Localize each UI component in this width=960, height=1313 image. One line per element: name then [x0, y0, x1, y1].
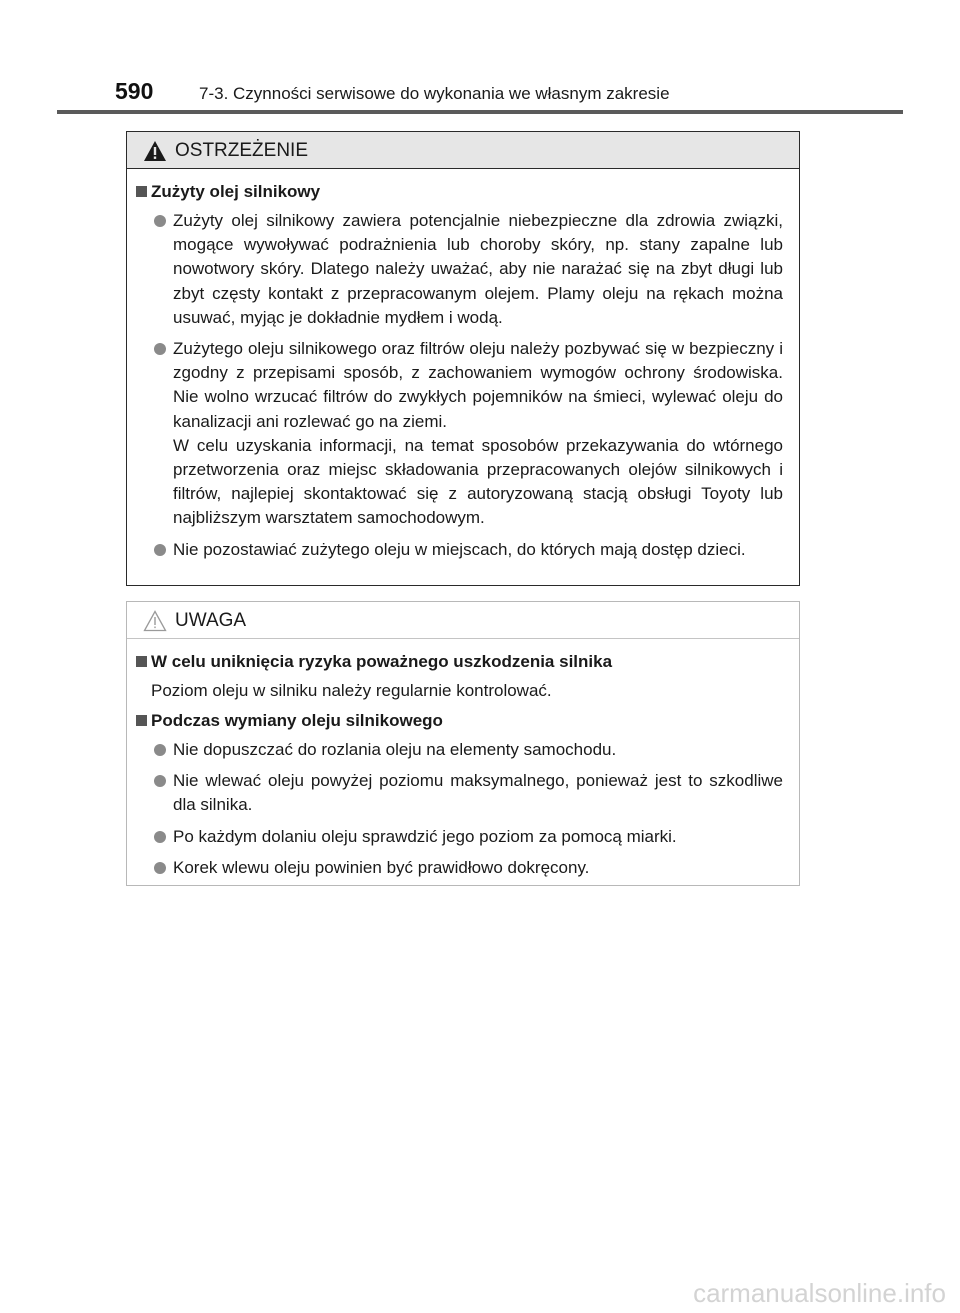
- warning-section-heading: Zużyty olej silnikowy: [135, 180, 783, 204]
- notice-body: [127, 639, 799, 880]
- list-item-text: Korek wlewu oleju powinien być prawidłowo dokręcony.: [173, 857, 590, 877]
- notice-title: UWAGA: [175, 610, 247, 631]
- warning-header: [127, 132, 799, 169]
- list-item-text: Zużyty olej silnikowy zawiera potencjalnie niebezpieczne dla zdrowia związki, mogące wywoływać podrażnienia lub choroby skóry, np. stany zapalne lub nowotwory skóry. Dlatego należy uważać, aby nie narażać się na zbyt długi lub zbyt częsty kontakt z przepracowanym olejem. Plamy oleju na rękach można usuwać, myjąc je dokładnie mydłem i wodą.: [173, 211, 783, 327]
- round-bullet-icon: [154, 775, 166, 787]
- notice-section-heading: Podczas wymiany oleju silnikowego: [135, 709, 783, 733]
- round-bullet-icon: [154, 215, 166, 227]
- square-bullet-icon: [136, 715, 147, 726]
- round-bullet-icon: [154, 544, 166, 556]
- warning-box: [126, 131, 800, 586]
- watermark: carmanualsonline.info: [693, 1278, 946, 1308]
- page-header: [57, 78, 903, 114]
- square-bullet-icon: [136, 656, 147, 667]
- list-item-text: Nie pozostawiać zużytego oleju w miejscach, do których mają dostęp dzieci.: [173, 539, 746, 559]
- list-item-text: W celu uzyskania informacji, na temat sposobów przekazywania do wtórnego przetworzenia oraz miejsc składowania przepracowanych olejów silnikowych i filtrów, najlepiej skontaktować się z autoryzowaną stacją obsługi Toyoty lub najbliższym warsztatem samochodowym.: [173, 435, 783, 528]
- list-item: [135, 337, 783, 531]
- list-item: [135, 825, 783, 849]
- round-bullet-icon: [154, 343, 166, 355]
- notice-box: [126, 601, 800, 886]
- warning-title: OSTRZEŻENIE: [175, 140, 309, 161]
- notice-paragraph: Poziom oleju w silniku należy regularnie kontrolować.: [151, 681, 552, 700]
- warning-triangle-outline-icon: [143, 610, 167, 632]
- list-item-text: Po każdym dolaniu oleju sprawdzić jego poziom za pomocą miarki.: [173, 826, 677, 846]
- square-bullet-icon: [136, 186, 147, 197]
- list-item: [135, 769, 783, 817]
- list-item-text: Zużytego oleju silnikowego oraz filtrów oleju należy pozbywać się w bezpieczny i zgodny z przepisami sposób, z zachowaniem wymogów ochrony środowiska. Nie wolno wrzucać filtrów do zwykłych pojemników na śmieci, wylewać oleju do kanalizacji ani rozlewać go na ziemi.: [173, 339, 783, 431]
- round-bullet-icon: [154, 831, 166, 843]
- list-item-text: Nie wlewać oleju powyżej poziomu maksymalnego, ponieważ jest to szkodliwe dla silnika.: [173, 771, 783, 815]
- round-bullet-icon: [154, 744, 166, 756]
- notice-header: [127, 602, 799, 639]
- section-title: 7-3. Czynności serwisowe do wykonania we własnym zakresie: [199, 84, 670, 103]
- list-item: [135, 209, 783, 330]
- warning-triangle-filled-icon: [143, 140, 167, 162]
- page-number: 590: [115, 78, 154, 104]
- list-item: [135, 538, 783, 562]
- list-item-text: Nie dopuszczać do rozlania oleju na elementy samochodu.: [173, 740, 617, 759]
- round-bullet-icon: [154, 862, 166, 874]
- warning-body: [127, 169, 799, 562]
- notice-section-heading: W celu uniknięcia ryzyka poważnego uszkodzenia silnika: [135, 650, 783, 674]
- list-item: [135, 738, 783, 762]
- list-item: [135, 856, 783, 880]
